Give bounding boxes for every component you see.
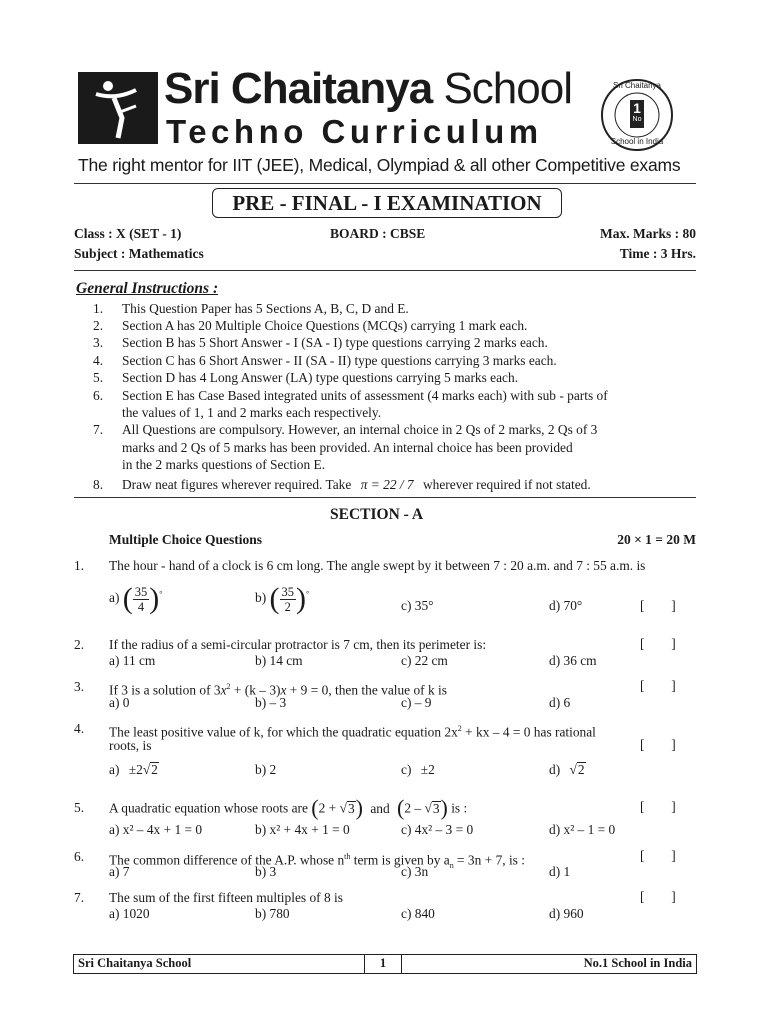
seal-bottom-text: School in India [610, 137, 664, 146]
footer [73, 954, 697, 974]
q4-option-b[interactable]: b) 2 [255, 762, 277, 777]
footer-page-number: 1 [379, 956, 387, 970]
q2-option-a[interactable]: a) 11 cm [109, 653, 156, 668]
exam-time: Time : 3 Hrs. [619, 246, 696, 261]
q5-number: 5. [74, 800, 85, 815]
school-name [164, 64, 572, 114]
q7-number: 7. [74, 890, 85, 905]
q1-answer-bracket[interactable]: [ ] [640, 598, 676, 613]
q3-option-b[interactable]: b) – 3 [255, 695, 287, 710]
q5-answer-bracket[interactable]: [ ] [640, 799, 676, 814]
exam-title: PRE - FINAL - I EXAMINATION [212, 188, 562, 218]
instruction-2: 2. Section A has 20 Multiple Choice Questions (MCQs) carrying 1 mark each. [93, 318, 528, 333]
school-name-1: Sri Chaitanya [164, 64, 433, 113]
q4-number: 4. [74, 721, 85, 736]
instruction-6-cont: the values of 1, 1 and 2 marks each respectively. [122, 405, 382, 420]
q3-number: 3. [74, 679, 85, 694]
q1-text: The hour - hand of a clock is 6 cm long. The angle swept by it between 7 : 20 a.m. and 7 : 55 a.m. is [109, 558, 646, 573]
header-divider [74, 183, 696, 184]
q6-option-b[interactable]: b) 3 [255, 864, 277, 879]
q2-option-c[interactable]: c) 22 cm [401, 653, 448, 668]
instruction-8: 8. Draw neat figures wherever required. Take π = 22 / 7 wherever required if not stated. [93, 477, 591, 492]
exam-class: Class : X (SET - 1) [74, 226, 182, 241]
q6-option-d[interactable]: d) 1 [549, 864, 571, 879]
q5-text: A quadratic equation whose roots are (2 + √3) and (2 – √3) is : [109, 795, 468, 820]
school-seal [600, 78, 674, 152]
tagline: The right mentor for IIT (JEE), Medical, Olympiad & all other Competitive exams [78, 155, 681, 175]
q4-option-a[interactable]: a) ±2√2 [109, 762, 158, 777]
footer-right: No.1 School in India [583, 956, 692, 970]
q2-answer-bracket[interactable]: [ ] [640, 636, 676, 651]
q2-option-d[interactable]: d) 36 cm [549, 653, 597, 668]
q6-option-c[interactable]: c) 3n [401, 864, 429, 879]
exam-max-marks: Max. Marks : 80 [600, 226, 696, 241]
q1-option-c[interactable]: c) 35° [401, 598, 434, 613]
q5-option-a[interactable]: a) x² – 4x + 1 = 0 [109, 822, 203, 837]
instruction-7: 7. All Questions are compulsory. However, an internal choice in 2 Qs of 2 marks, 2 Qs of 3 [93, 422, 598, 437]
logo-box [78, 72, 158, 144]
q6-option-a[interactable]: a) 7 [109, 864, 130, 879]
seal-number: 1 [633, 100, 641, 116]
q2-number: 2. [74, 637, 85, 652]
q4-text-cont: roots, is [109, 738, 152, 753]
q6-number: 6. [74, 849, 85, 864]
q3-option-a[interactable]: a) 0 [109, 695, 130, 710]
instruction-1: 1. This Question Paper has 5 Sections A, B, C, D and E. [93, 301, 409, 316]
subtitle: Techno Curriculum [166, 113, 543, 150]
q6-text: The common difference of the A.P. whose $n^{th}$ term is given by $a_n = 3n + 7$, is : [109, 852, 525, 871]
instruction-5: 5. Section D has 4 Long Answer (LA) type questions carrying 5 marks each. [93, 370, 519, 385]
q7-answer-bracket[interactable]: [ ] [640, 889, 676, 904]
instruction-7-cont-1: marks and 2 Qs of 5 marks has been provided. An internal choice has been provided [122, 440, 573, 455]
seal-top-text: Sri Chaitanya [612, 81, 662, 90]
instruction-4: 4. Section C has 6 Short Answer - II (SA - II) type questions carrying 3 marks each. [93, 353, 557, 368]
runner-icon [78, 72, 158, 144]
section-a-title: SECTION - A [330, 506, 424, 523]
q3-text: If 3 is a solution of $3x^2 + (k - 3)x + 9 = 0$, then the value of k is [109, 682, 447, 698]
pi-value: π = 22 / 7 [360, 477, 414, 492]
school-name-2: School [443, 64, 572, 113]
exam-board: BOARD : CBSE [330, 226, 426, 241]
section-a-subtitle: Multiple Choice Questions [109, 532, 263, 547]
q1-option-d[interactable]: d) 70° [549, 598, 583, 613]
q1-option-b[interactable]: b) ( $\frac{35}{2}$ )° [255, 582, 310, 615]
exam-divider [74, 270, 696, 271]
q5-option-b[interactable]: b) x² + 4x + 1 = 0 [255, 822, 350, 837]
q1-number: 1. [74, 558, 85, 573]
exam-subject: Subject : Mathematics [74, 246, 204, 261]
q2-option-b[interactable]: b) 14 cm [255, 653, 303, 668]
instruction-7-cont-2: in the 2 marks questions of Section E. [122, 457, 326, 472]
instructions-heading: General Instructions : [76, 280, 219, 297]
q3-answer-bracket[interactable]: [ ] [640, 678, 676, 693]
instruction-6: 6. Section E has Case Based integrated units of assessment (4 marks each) with sub - parts of [93, 388, 608, 403]
q6-answer-bracket[interactable]: [ ] [640, 848, 676, 863]
q4-option-d[interactable]: d) √2 [549, 762, 585, 777]
q7-text: The sum of the first fifteen multiples of 8 is [109, 890, 343, 905]
q2-text: If the radius of a semi-circular protractor is 7 cm, then its perimeter is: [109, 637, 487, 652]
q3-option-d[interactable]: d) 6 [549, 695, 571, 710]
q7-option-c[interactable]: c) 840 [401, 906, 435, 921]
q7-option-d[interactable]: d) 960 [549, 906, 584, 921]
footer-left: Sri Chaitanya School [78, 956, 192, 970]
instructions-divider [74, 497, 696, 498]
seal-label: No [632, 116, 642, 123]
q1-option-a[interactable]: a) ( $\frac{35}{4}$ )° [109, 582, 163, 615]
q7-option-b[interactable]: b) 780 [255, 906, 290, 921]
q5-option-c[interactable]: c) 4x² – 3 = 0 [401, 822, 474, 837]
q4-answer-bracket[interactable]: [ ] [640, 737, 676, 752]
q7-option-a[interactable]: a) 1020 [109, 906, 150, 921]
q3-option-c[interactable]: c) – 9 [401, 695, 432, 710]
section-a-marks: 20 × 1 = 20 M [617, 532, 696, 547]
q4-option-c[interactable]: c) ±2 [401, 762, 435, 777]
q4-text: The least positive value of k, for which the quadratic equation $2x^2$ + kx – 4 = 0 has rational [109, 724, 596, 740]
instruction-3: 3. Section B has 5 Short Answer - I (SA - I) type questions carrying 2 marks each. [93, 335, 548, 350]
q5-option-d[interactable]: d) x² – 1 = 0 [549, 822, 616, 837]
footer-divider-right [401, 955, 402, 973]
